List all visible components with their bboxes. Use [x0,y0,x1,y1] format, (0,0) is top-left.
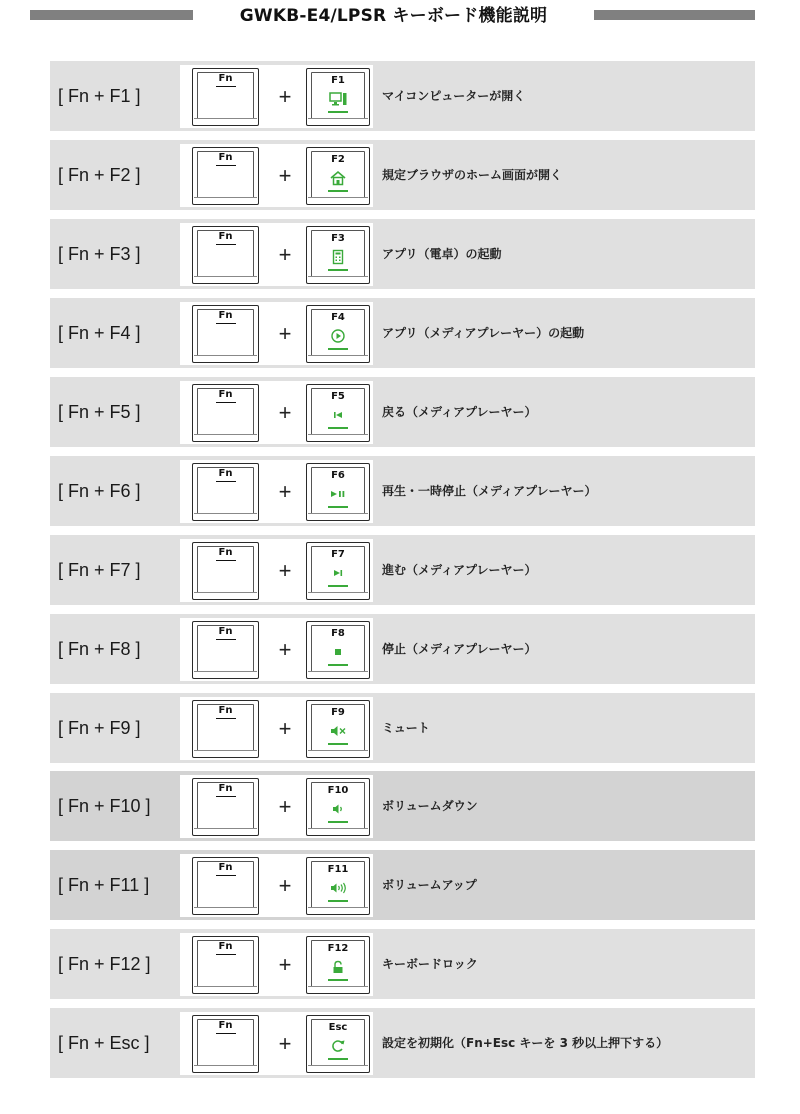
function-keycap [306,700,370,758]
fn-keycap [192,305,259,363]
plus-sign: + [278,637,292,662]
key-illustration [180,539,373,602]
key-illustration [180,460,373,523]
shortcut-combo: [ Fn + F12 ] [58,954,151,974]
fn-label-underline [216,560,236,561]
shortcut-description: ボリュームダウン [382,799,478,813]
key-icon-underline [328,821,348,823]
shortcut-combo: [ Fn + F5 ] [58,402,141,422]
function-key-label: F5 [331,391,345,402]
function-keycap [306,305,370,363]
volume-down-icon [328,801,348,817]
fn-label-underline [216,639,236,640]
function-keycap [306,542,370,600]
reset-icon [328,1038,348,1054]
shortcut-combo: [ Fn + F6 ] [58,481,141,501]
key-icon-underline [328,269,348,271]
key-icon-underline [328,664,348,666]
key-illustration [180,775,373,838]
shortcut-combo: [ Fn + F9 ] [58,718,141,738]
function-key-label: F6 [331,470,345,481]
fn-keycap [192,621,259,679]
fn-key-label: Fn [218,1020,233,1031]
function-key-label: F10 [327,785,349,796]
fn-keycap [192,936,259,994]
shortcut-combo: [ Fn + F7 ] [58,560,141,580]
shortcut-combo: [ Fn + F8 ] [58,639,141,659]
fn-key-label: Fn [218,705,233,716]
key-illustration [180,1012,373,1075]
plus-sign: + [278,84,292,109]
shortcut-description: ミュート [382,721,430,735]
media-player-icon [328,328,348,344]
plus-sign: + [278,716,292,741]
fn-key-label: Fn [218,152,233,163]
plus-sign: + [278,479,292,504]
plus-sign: + [278,242,292,267]
fn-keycap [192,1015,259,1073]
shortcut-combo: [ Fn + F2 ] [58,165,141,185]
function-keycap [306,147,370,205]
fn-label-underline [216,1033,236,1034]
shortcut-description: 戻る（メディアプレーヤー） [382,405,537,419]
fn-key-label: Fn [218,73,233,84]
plus-sign: + [278,1031,292,1056]
fn-key-label: Fn [218,547,233,558]
fn-label-underline [216,718,236,719]
function-key-label: F7 [331,549,345,560]
plus-sign: + [278,321,292,346]
shortcut-row [50,377,755,447]
fn-label-underline [216,796,236,797]
shortcut-combo: [ Fn + F1 ] [58,86,141,106]
key-illustration [180,854,373,917]
shortcut-row [50,298,755,368]
fn-keycap [192,700,259,758]
key-illustration [180,381,373,444]
shortcut-combo: [ Fn + F4 ] [58,323,141,343]
function-keycap [306,68,370,126]
shortcut-combo: [ Fn + F10 ] [58,796,151,816]
shortcut-description: マイコンピューターが開く [382,89,526,103]
mute-icon [328,723,348,739]
shortcut-row [50,614,755,684]
next-track-icon [328,565,348,581]
function-keycap [306,621,370,679]
home-icon [328,170,348,186]
function-key-label: F1 [331,75,345,86]
fn-keycap [192,147,259,205]
function-keycap [306,857,370,915]
function-key-label: F9 [331,707,345,718]
fn-label-underline [216,323,236,324]
key-illustration [180,144,373,207]
fn-keycap [192,384,259,442]
function-key-label: F2 [331,154,345,165]
shortcut-description: 設定を初期化（Fn+Esc キーを 3 秒以上押下する） [382,1036,669,1050]
key-illustration [180,697,373,760]
fn-keycap [192,463,259,521]
key-icon-underline [328,979,348,981]
page-title: GWKB-E4/LPSR キーボード機能説明 [239,6,548,26]
plus-sign: + [278,873,292,898]
fn-label-underline [216,875,236,876]
fn-label-underline [216,244,236,245]
fn-keycap [192,226,259,284]
shortcut-combo: [ Fn + F11 ] [58,875,150,895]
page-header [0,0,800,36]
key-illustration [180,933,373,996]
key-icon-underline [328,427,348,429]
fn-key-label: Fn [218,862,233,873]
plus-sign: + [278,558,292,583]
key-icon-underline [328,111,348,113]
plus-sign: + [278,400,292,425]
shortcut-row [50,693,755,763]
key-icon-underline [328,900,348,902]
function-key-label: F11 [327,864,349,875]
key-illustration [180,223,373,286]
function-keycap [306,384,370,442]
plus-sign: + [278,952,292,977]
fn-key-label: Fn [218,310,233,321]
function-keycap [306,1015,370,1073]
function-keycap [306,936,370,994]
shortcut-description: アプリ（メディアプレーヤー）の起動 [382,326,585,340]
shortcut-description: 再生・一時停止（メディアプレーヤー） [382,484,597,498]
calculator-icon [328,249,348,265]
fn-key-label: Fn [218,389,233,400]
key-illustration [180,65,373,128]
fn-label-underline [216,86,236,87]
function-key-label: F12 [327,943,349,954]
key-icon-underline [328,585,348,587]
shortcut-row [50,850,755,920]
shortcut-combo: [ Fn + Esc ] [58,1033,150,1053]
fn-label-underline [216,165,236,166]
shortcut-row [50,1008,755,1078]
stop-icon [328,644,348,660]
shortcut-description: 停止（メディアプレーヤー） [382,642,537,656]
fn-label-underline [216,954,236,955]
key-illustration [180,302,373,365]
key-icon-underline [328,348,348,350]
function-keycap [306,226,370,284]
fn-key-label: Fn [218,231,233,242]
shortcut-row [50,219,755,289]
fn-label-underline [216,402,236,403]
function-key-label: F8 [331,628,345,639]
function-keycap [306,463,370,521]
shortcut-row [50,929,755,999]
shortcut-description: キーボードロック [382,957,478,971]
shortcut-row [50,535,755,605]
function-key-label: Esc [328,1022,348,1033]
shortcut-row [50,771,755,841]
fn-keycap [192,542,259,600]
function-key-label: F4 [331,312,345,323]
shortcut-description: 進む（メディアプレーヤー） [382,563,537,577]
plus-sign: + [278,794,292,819]
plus-sign: + [278,163,292,188]
fn-label-underline [216,481,236,482]
function-keycap [306,778,370,836]
key-icon-underline [328,506,348,508]
shortcut-description: 規定ブラウザのホーム画面が開く [382,168,563,182]
shortcut-description: アプリ（電卓）の起動 [382,247,502,261]
shortcut-row [50,61,755,131]
play-pause-icon [328,486,348,502]
shortcut-combo: [ Fn + F3 ] [58,244,141,264]
key-icon-underline [328,743,348,745]
key-icon-underline [328,1058,348,1060]
computer-icon [328,91,348,107]
lock-icon [328,959,348,975]
fn-key-label: Fn [218,468,233,479]
fn-key-label: Fn [218,783,233,794]
fn-keycap [192,778,259,836]
shortcut-description: ボリュームアップ [382,878,477,892]
title-rule-left [30,10,193,20]
fn-keycap [192,68,259,126]
shortcut-row [50,140,755,210]
fn-keycap [192,857,259,915]
key-illustration [180,618,373,681]
volume-up-icon [328,880,348,896]
fn-key-label: Fn [218,941,233,952]
title-rule-right [594,10,755,20]
fn-key-label: Fn [218,626,233,637]
shortcut-row [50,456,755,526]
function-key-label: F3 [331,233,345,244]
key-icon-underline [328,190,348,192]
previous-track-icon [328,407,348,423]
